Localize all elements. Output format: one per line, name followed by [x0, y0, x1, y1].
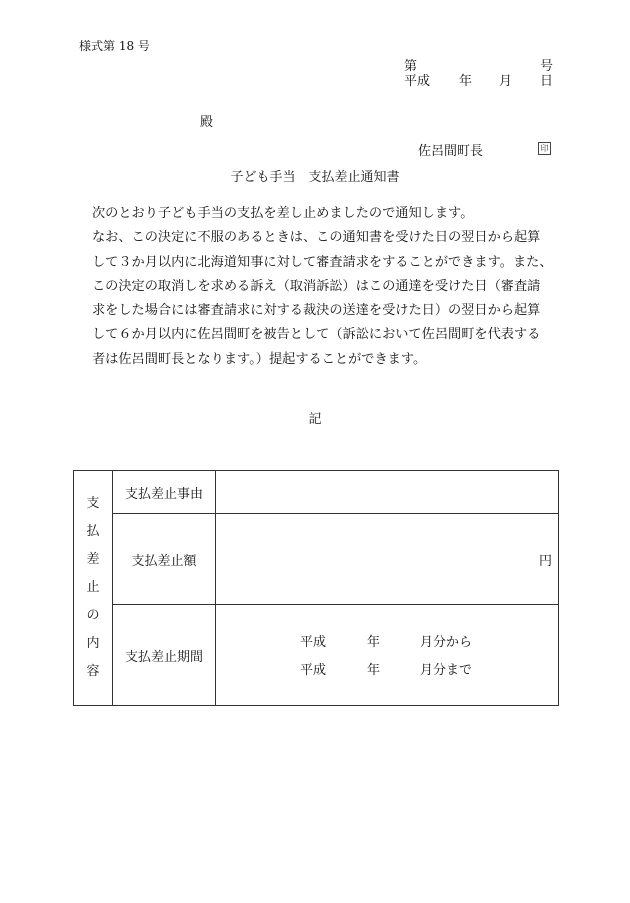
- group-char: 差: [86, 552, 100, 567]
- document-number-go: 号: [540, 59, 554, 74]
- amount-unit: 円: [538, 553, 552, 569]
- group-char: の: [86, 608, 100, 623]
- notice-body: [79, 202, 553, 372]
- ki-heading: 記: [308, 412, 322, 427]
- group-char: 内: [86, 636, 100, 651]
- reason-value-field[interactable]: [216, 471, 559, 514]
- date-day-label: 日: [540, 74, 554, 89]
- period-from-year: 年: [367, 635, 381, 650]
- reason-label: 支払差止事由: [113, 471, 216, 514]
- date-era: 平成: [404, 74, 431, 89]
- document-title: 子ども手当 支払差止通知書: [230, 170, 400, 185]
- amount-value-field[interactable]: [216, 514, 559, 605]
- period-from-row: [216, 627, 558, 655]
- notice-paragraph-1: 次のとおり子ども手当の支払を差し止めましたので通知します。: [92, 206, 474, 221]
- period-from-month: 月分から: [420, 635, 473, 650]
- issuer-name: 佐呂間町長: [418, 144, 484, 159]
- notice-paragraph-2: なお、この決定に不服のあるときは、この通知書を受けた日の翌日から起算して３か月以内に北海道知事に対して審査請求をすることができます。また、この決定の取消しを求める訴え（取消訴訟）はこの通達を受けた日（審査請求をした場合には審査請求に対する裁決の送達を受けた日）の翌日から起算して６か月以内に佐呂間町を被告として（訴訟において佐呂間町を代表する者は佐呂間町長となります。）提起することができます。: [92, 230, 553, 367]
- period-label: 支払差止期間: [113, 605, 216, 706]
- suspension-details-table: [73, 470, 559, 706]
- period-to-era: 平成: [300, 663, 327, 678]
- group-char: 支: [86, 496, 100, 511]
- suspension-contents-group-label: [74, 471, 113, 706]
- amount-label: 支払差止額: [113, 514, 216, 605]
- group-char: 止: [86, 580, 100, 595]
- period-from-era: 平成: [300, 635, 327, 650]
- date-year-label: 年: [459, 74, 473, 89]
- document-number-dai: 第: [404, 59, 418, 74]
- addressee-suffix: 殿: [200, 115, 214, 130]
- group-char: 払: [86, 524, 100, 539]
- seal-mark: 印: [538, 142, 551, 155]
- period-to-month: 月分まで: [420, 663, 473, 678]
- period-to-year: 年: [367, 663, 381, 678]
- period-value-field[interactable]: [216, 605, 559, 706]
- date-month-label: 月: [499, 74, 513, 89]
- form-number: 様式第 18 号: [79, 39, 150, 53]
- group-char: 容: [86, 664, 100, 679]
- period-to-row: [216, 655, 558, 683]
